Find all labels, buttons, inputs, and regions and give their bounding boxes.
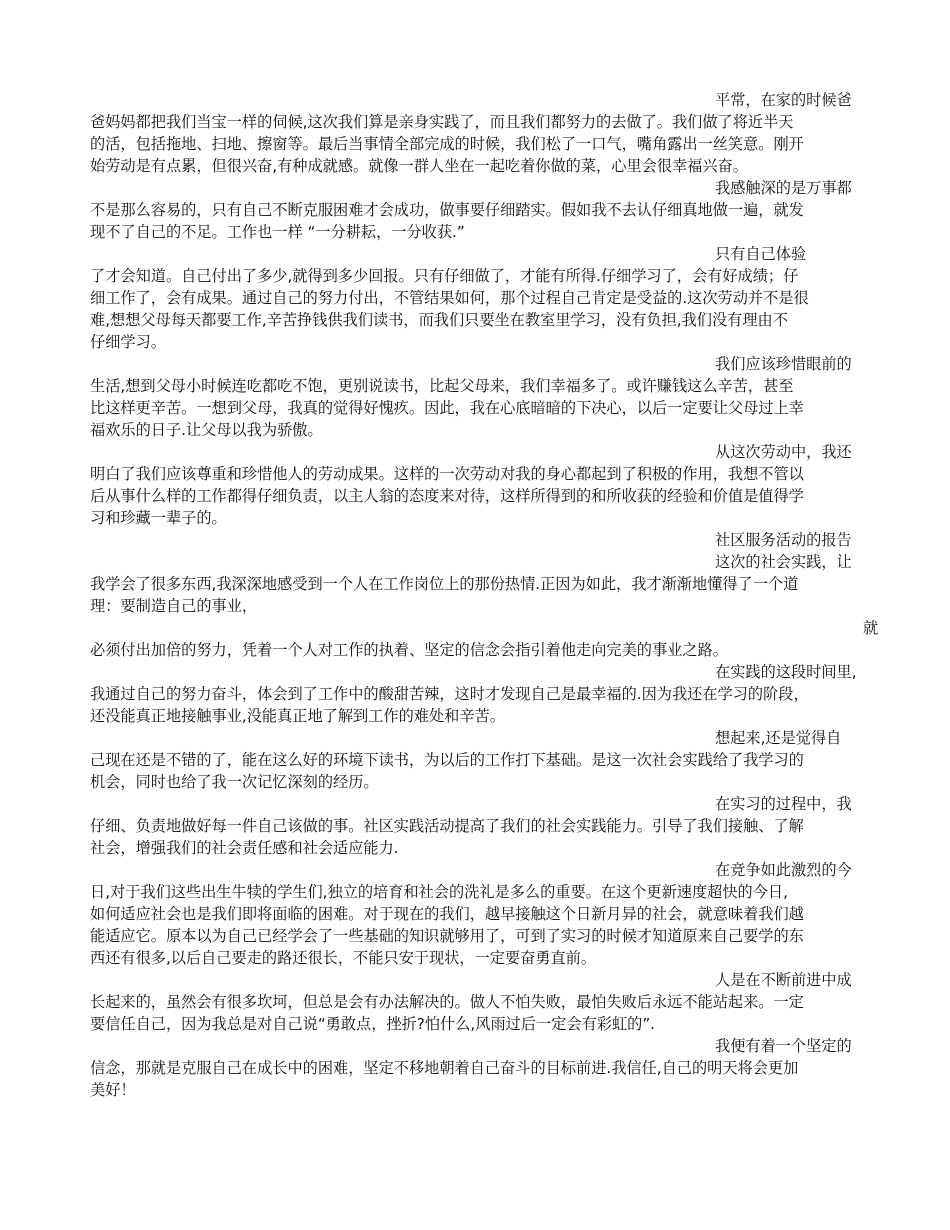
text-line: 日,对于我们这些出生牛犊的学生们,独立的培育和社会的洗礼是多么的重要。在这个更新速度超快的今日, xyxy=(90,883,788,901)
text-line: 要信任自己，因为我总是对自己说“勇敢点，挫折?怕什么,风雨过后一定会有彩虹的”. xyxy=(90,1015,656,1033)
text-line: 仔细学习。 xyxy=(90,333,166,351)
text-line: 生活,想到父母小时候连吃都吃不饱，更别说读书，比起父母来，我们幸福多了。或许赚钱这么辛苦，甚至 xyxy=(90,377,794,395)
text-line: 在竞争如此激烈的今 xyxy=(715,861,852,879)
text-line: 己现在还是不错的了，能在这么好的环境下读书，为以后的工作打下基础。是这一次社会实践给了我学习的 xyxy=(90,751,804,769)
text-line: 明白了我们应该尊重和珍惜他人的劳动成果。这样的一次劳动对我的身心都起到了积极的作用，我想不管以 xyxy=(90,465,804,483)
text-line: 美好！ xyxy=(90,1081,136,1099)
text-line: 西还有很多,以后自己要走的路还很长，不能只安于现状，一定要奋勇直前。 xyxy=(90,949,597,967)
text-line: 习和珍藏一辈子的。 xyxy=(90,509,227,527)
text-line: 机会，同时也给了我一次记忆深刻的经历。 xyxy=(90,773,379,791)
text-line: 难,想想父母每天都要工作,辛苦挣钱供我们读书，而我们只要坐在教室里学习，没有负担,我们没有理由不 xyxy=(90,311,788,329)
text-line: 社会，增强我们的社会责任感和社会适应能力. xyxy=(90,839,399,857)
text-line: 我便有着一个坚定的 xyxy=(715,1037,852,1055)
text-line: 爸妈妈都把我们当宝一样的伺候,这次我们算是亲身实践了，而且我们都努力的去做了。我们做了将近半天 xyxy=(90,113,794,131)
text-line: 后从事什么样的工作都得仔细负责，以主人翁的态度来对待，这样所得到的和所收获的经验和价值是值得学 xyxy=(90,487,804,505)
text-line: 我感触深的是万事都 xyxy=(715,179,852,197)
text-line: 始劳动是有点累，但很兴奋,有种成就感。就像一群人坐在一起吃着你做的菜，心里会很幸福兴奋。 xyxy=(90,157,748,175)
text-line: 不是那么容易的，只有自己不断克服困难才会成功，做事要仔细踏实。假如我不去认仔细真地做一遍，就发 xyxy=(90,201,804,219)
text-line: 了才会知道。自己付出了多少,就得到多少回报。只有仔细做了，才能有所得.仔细学习了，会有好成绩；仔 xyxy=(90,267,799,285)
text-line: 这次的社会实践，让 xyxy=(715,553,852,571)
text-line: 在实践的这段时间里, xyxy=(715,663,857,681)
text-line: 的活，包括拖地、扫地、擦窗等。最后当事情全部完成的时候，我们松了一口气，嘴角露出一丝笑意。刚开 xyxy=(90,135,804,153)
text-line: 如何适应社会也是我们即将面临的困难。对于现在的我们，越早接触这个日新月异的社会，就意味着我们越 xyxy=(90,905,804,923)
text-line: 想起来,还是觉得自 xyxy=(715,729,842,747)
text-line: 从这次劳动中，我还 xyxy=(715,443,852,461)
section-title: 社区服务活动的报告 xyxy=(715,531,852,549)
text-line: 我通过自己的努力奋斗，体会到了工作中的酸甜苦辣，这时才发现自己是最幸福的.因为我还在学习的阶段， xyxy=(90,685,809,703)
text-line: 就 xyxy=(863,619,879,637)
text-line: 福欢乐的日子.让父母以我为骄傲。 xyxy=(90,421,323,439)
text-line: 还没能真正地接触事业,没能真正地了解到工作的难处和辛苦。 xyxy=(90,707,505,725)
text-line: 我学会了很多东西,我深深地感受到一个人在工作岗位上的那份热情.正因为如此，我才渐渐地懂得了一个道 xyxy=(90,575,799,593)
text-line: 能适应它。原本以为自己已经学会了一些基础的知识就够用了，可到了实习的时候才知道原来自己要学的东 xyxy=(90,927,804,945)
text-line: 理：要制造自己的事业， xyxy=(90,597,258,615)
text-line: 平常，在家的时候爸 xyxy=(715,91,852,109)
text-line: 信念，那就是克服自己在成长中的困难，坚定不移地朝着自己奋斗的目标前进.我信任,自己的明天将会更加 xyxy=(90,1059,799,1077)
text-line: 只有自己体验 xyxy=(715,245,807,263)
text-line: 仔细、负责地做好每一件自己该做的事。社区实践活动提高了我们的社会实践能力。引导了我们接触、了解 xyxy=(90,817,804,835)
text-line: 人是在不断前进中成 xyxy=(715,971,852,989)
text-line: 长起来的，虽然会有很多坎坷，但总是会有办法解决的。做人不怕失败，最怕失败后永远不能站起来。一定 xyxy=(90,993,804,1011)
text-line: 细工作了，会有成果。通过自己的努力付出，不管结果如何，那个过程自己肯定是受益的.这次劳动并不是很 xyxy=(90,289,809,307)
text-line: 我们应该珍惜眼前的 xyxy=(715,355,852,373)
text-line: 必须付出加倍的努力，凭着一个人对工作的执着、坚定的信念会指引着他走向完美的事业之路。 xyxy=(90,641,728,659)
text-line: 现不了自己的不足。工作也一样 “一分耕耘，一分收获.” xyxy=(90,223,465,241)
text-line: 在实习的过程中，我 xyxy=(715,795,852,813)
text-line: 比这样更辛苦。一想到父母，我真的觉得好愧疚。因此，我在心底暗暗的下决心，以后一定要让父母过上幸 xyxy=(90,399,804,417)
